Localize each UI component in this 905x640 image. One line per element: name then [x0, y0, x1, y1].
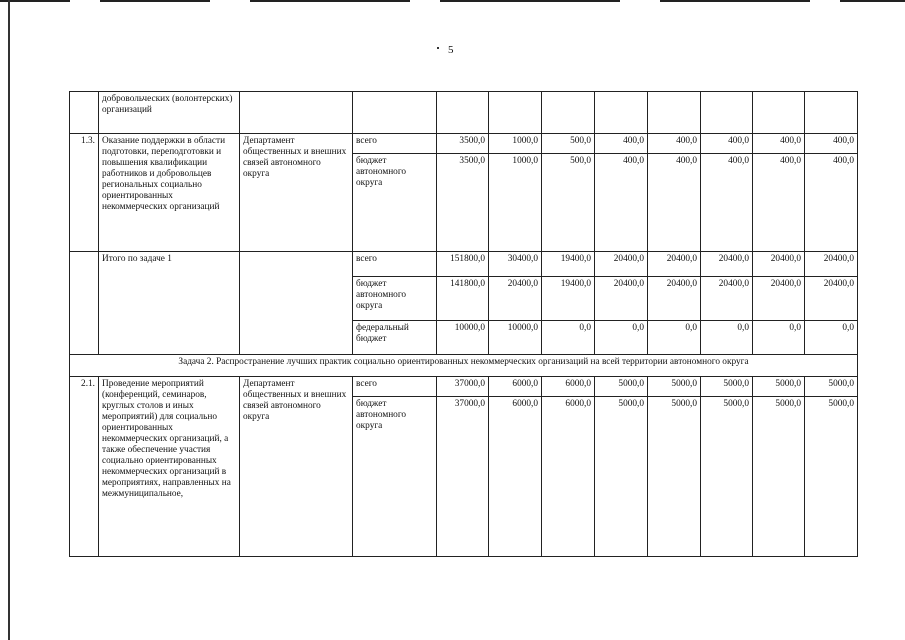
value-cell: 6000,0 — [489, 377, 542, 397]
value-cell — [648, 92, 701, 134]
value-cell: 0,0 — [542, 321, 595, 355]
value-cell: 400,0 — [805, 154, 858, 252]
table-row — [70, 355, 858, 377]
value-cell — [805, 92, 858, 134]
value-cell: 1000,0 — [489, 134, 542, 154]
value-cell: 5000,0 — [595, 397, 648, 557]
measure-name-cell: добровольческих (волонтерских) организаций — [99, 92, 240, 134]
task-heading: Задача 2. Распространение лучших практик социально ориентированных некоммерческих организаций на всей территории автономного округа — [70, 355, 858, 377]
value-cell: 1000,0 — [489, 154, 542, 252]
value-cell: 500,0 — [542, 134, 595, 154]
executor-cell: Департамент общественных и внешних связей автономного округа — [240, 134, 353, 252]
scan-top-border — [0, 0, 905, 4]
value-cell: 20400,0 — [701, 252, 753, 277]
measure-name-cell: Оказание поддержки в области подготовки, переподготовки и повышения квалификации работников и добровольцев региональных социально ориентированных некоммерческих организаций — [99, 134, 240, 252]
value-cell: 400,0 — [753, 134, 805, 154]
source-cell: всего — [353, 377, 437, 397]
value-cell: 151800,0 — [437, 252, 489, 277]
source-cell: бюджет автономного округа — [353, 397, 437, 557]
value-cell: 500,0 — [542, 154, 595, 252]
value-cell: 0,0 — [595, 321, 648, 355]
value-cell: 5000,0 — [805, 377, 858, 397]
value-cell: 19400,0 — [542, 277, 595, 321]
table-row — [70, 134, 858, 154]
value-cell: 400,0 — [595, 134, 648, 154]
value-cell: 20400,0 — [805, 277, 858, 321]
value-cell: 6000,0 — [542, 397, 595, 557]
value-cell: 37000,0 — [437, 377, 489, 397]
value-cell: 0,0 — [648, 321, 701, 355]
value-cell: 5000,0 — [648, 397, 701, 557]
executor-cell: Департамент общественных и внешних связей автономного округа — [240, 377, 353, 557]
value-cell: 20400,0 — [648, 252, 701, 277]
value-cell — [542, 92, 595, 134]
value-cell: 5000,0 — [701, 377, 753, 397]
value-cell: 3500,0 — [437, 134, 489, 154]
table-row — [70, 252, 858, 277]
value-cell: 0,0 — [805, 321, 858, 355]
measure-name-cell: Итого по задаче 1 — [99, 252, 240, 355]
scan-left-edge — [8, 0, 10, 640]
value-cell — [753, 92, 805, 134]
value-cell: 400,0 — [648, 134, 701, 154]
value-cell — [595, 92, 648, 134]
value-cell: 5000,0 — [753, 377, 805, 397]
value-cell: 19400,0 — [542, 252, 595, 277]
scan-speck — [437, 47, 439, 49]
scan-artifact — [0, 0, 70, 2]
value-cell — [489, 92, 542, 134]
index-cell: 1.3. — [70, 134, 99, 252]
value-cell: 20400,0 — [701, 277, 753, 321]
value-cell: 400,0 — [805, 134, 858, 154]
executor-cell — [240, 252, 353, 355]
value-cell — [437, 92, 489, 134]
measure-name-cell: Проведение мероприятий (конференций, семинаров, круглых столов и иных мероприятий) для социально ориентированных некоммерческих организаций, а также обеспечение участия социально ориентированных некоммерческих организаций в мероприятиях, направленных на межмуниципальное, — [99, 377, 240, 557]
value-cell: 5000,0 — [753, 397, 805, 557]
value-cell: 141800,0 — [437, 277, 489, 321]
value-cell: 400,0 — [595, 154, 648, 252]
index-cell — [70, 252, 99, 355]
value-cell: 0,0 — [753, 321, 805, 355]
executor-cell — [240, 92, 353, 134]
value-cell: 37000,0 — [437, 397, 489, 557]
value-cell: 20400,0 — [753, 252, 805, 277]
scan-artifact — [840, 0, 905, 2]
source-cell — [353, 92, 437, 134]
value-cell: 6000,0 — [489, 397, 542, 557]
value-cell: 400,0 — [753, 154, 805, 252]
value-cell: 5000,0 — [701, 397, 753, 557]
page-number: 5 — [448, 44, 454, 56]
value-cell: 5000,0 — [648, 377, 701, 397]
table-row — [70, 92, 858, 134]
source-cell: бюджет автономного округа — [353, 277, 437, 321]
value-cell: 400,0 — [701, 154, 753, 252]
scan-artifact — [100, 0, 210, 2]
index-cell — [70, 92, 99, 134]
index-cell: 2.1. — [70, 377, 99, 557]
source-cell: федеральный бюджет — [353, 321, 437, 355]
value-cell: 400,0 — [701, 134, 753, 154]
source-cell: всего — [353, 252, 437, 277]
value-cell: 20400,0 — [595, 277, 648, 321]
value-cell: 6000,0 — [542, 377, 595, 397]
value-cell: 20400,0 — [489, 277, 542, 321]
value-cell: 20400,0 — [595, 252, 648, 277]
source-cell: бюджет автономного округа — [353, 154, 437, 252]
value-cell: 3500,0 — [437, 154, 489, 252]
value-cell: 20400,0 — [753, 277, 805, 321]
scan-artifact — [440, 0, 620, 2]
value-cell: 0,0 — [701, 321, 753, 355]
value-cell: 10000,0 — [489, 321, 542, 355]
value-cell: 10000,0 — [437, 321, 489, 355]
value-cell: 5000,0 — [805, 397, 858, 557]
value-cell: 20400,0 — [805, 252, 858, 277]
table-row — [70, 377, 858, 397]
value-cell: 400,0 — [648, 154, 701, 252]
scan-artifact — [660, 0, 810, 2]
value-cell — [701, 92, 753, 134]
value-cell: 30400,0 — [489, 252, 542, 277]
value-cell: 20400,0 — [648, 277, 701, 321]
value-cell: 5000,0 — [595, 377, 648, 397]
source-cell: всего — [353, 134, 437, 154]
program-table — [69, 91, 858, 557]
scan-artifact — [250, 0, 410, 2]
